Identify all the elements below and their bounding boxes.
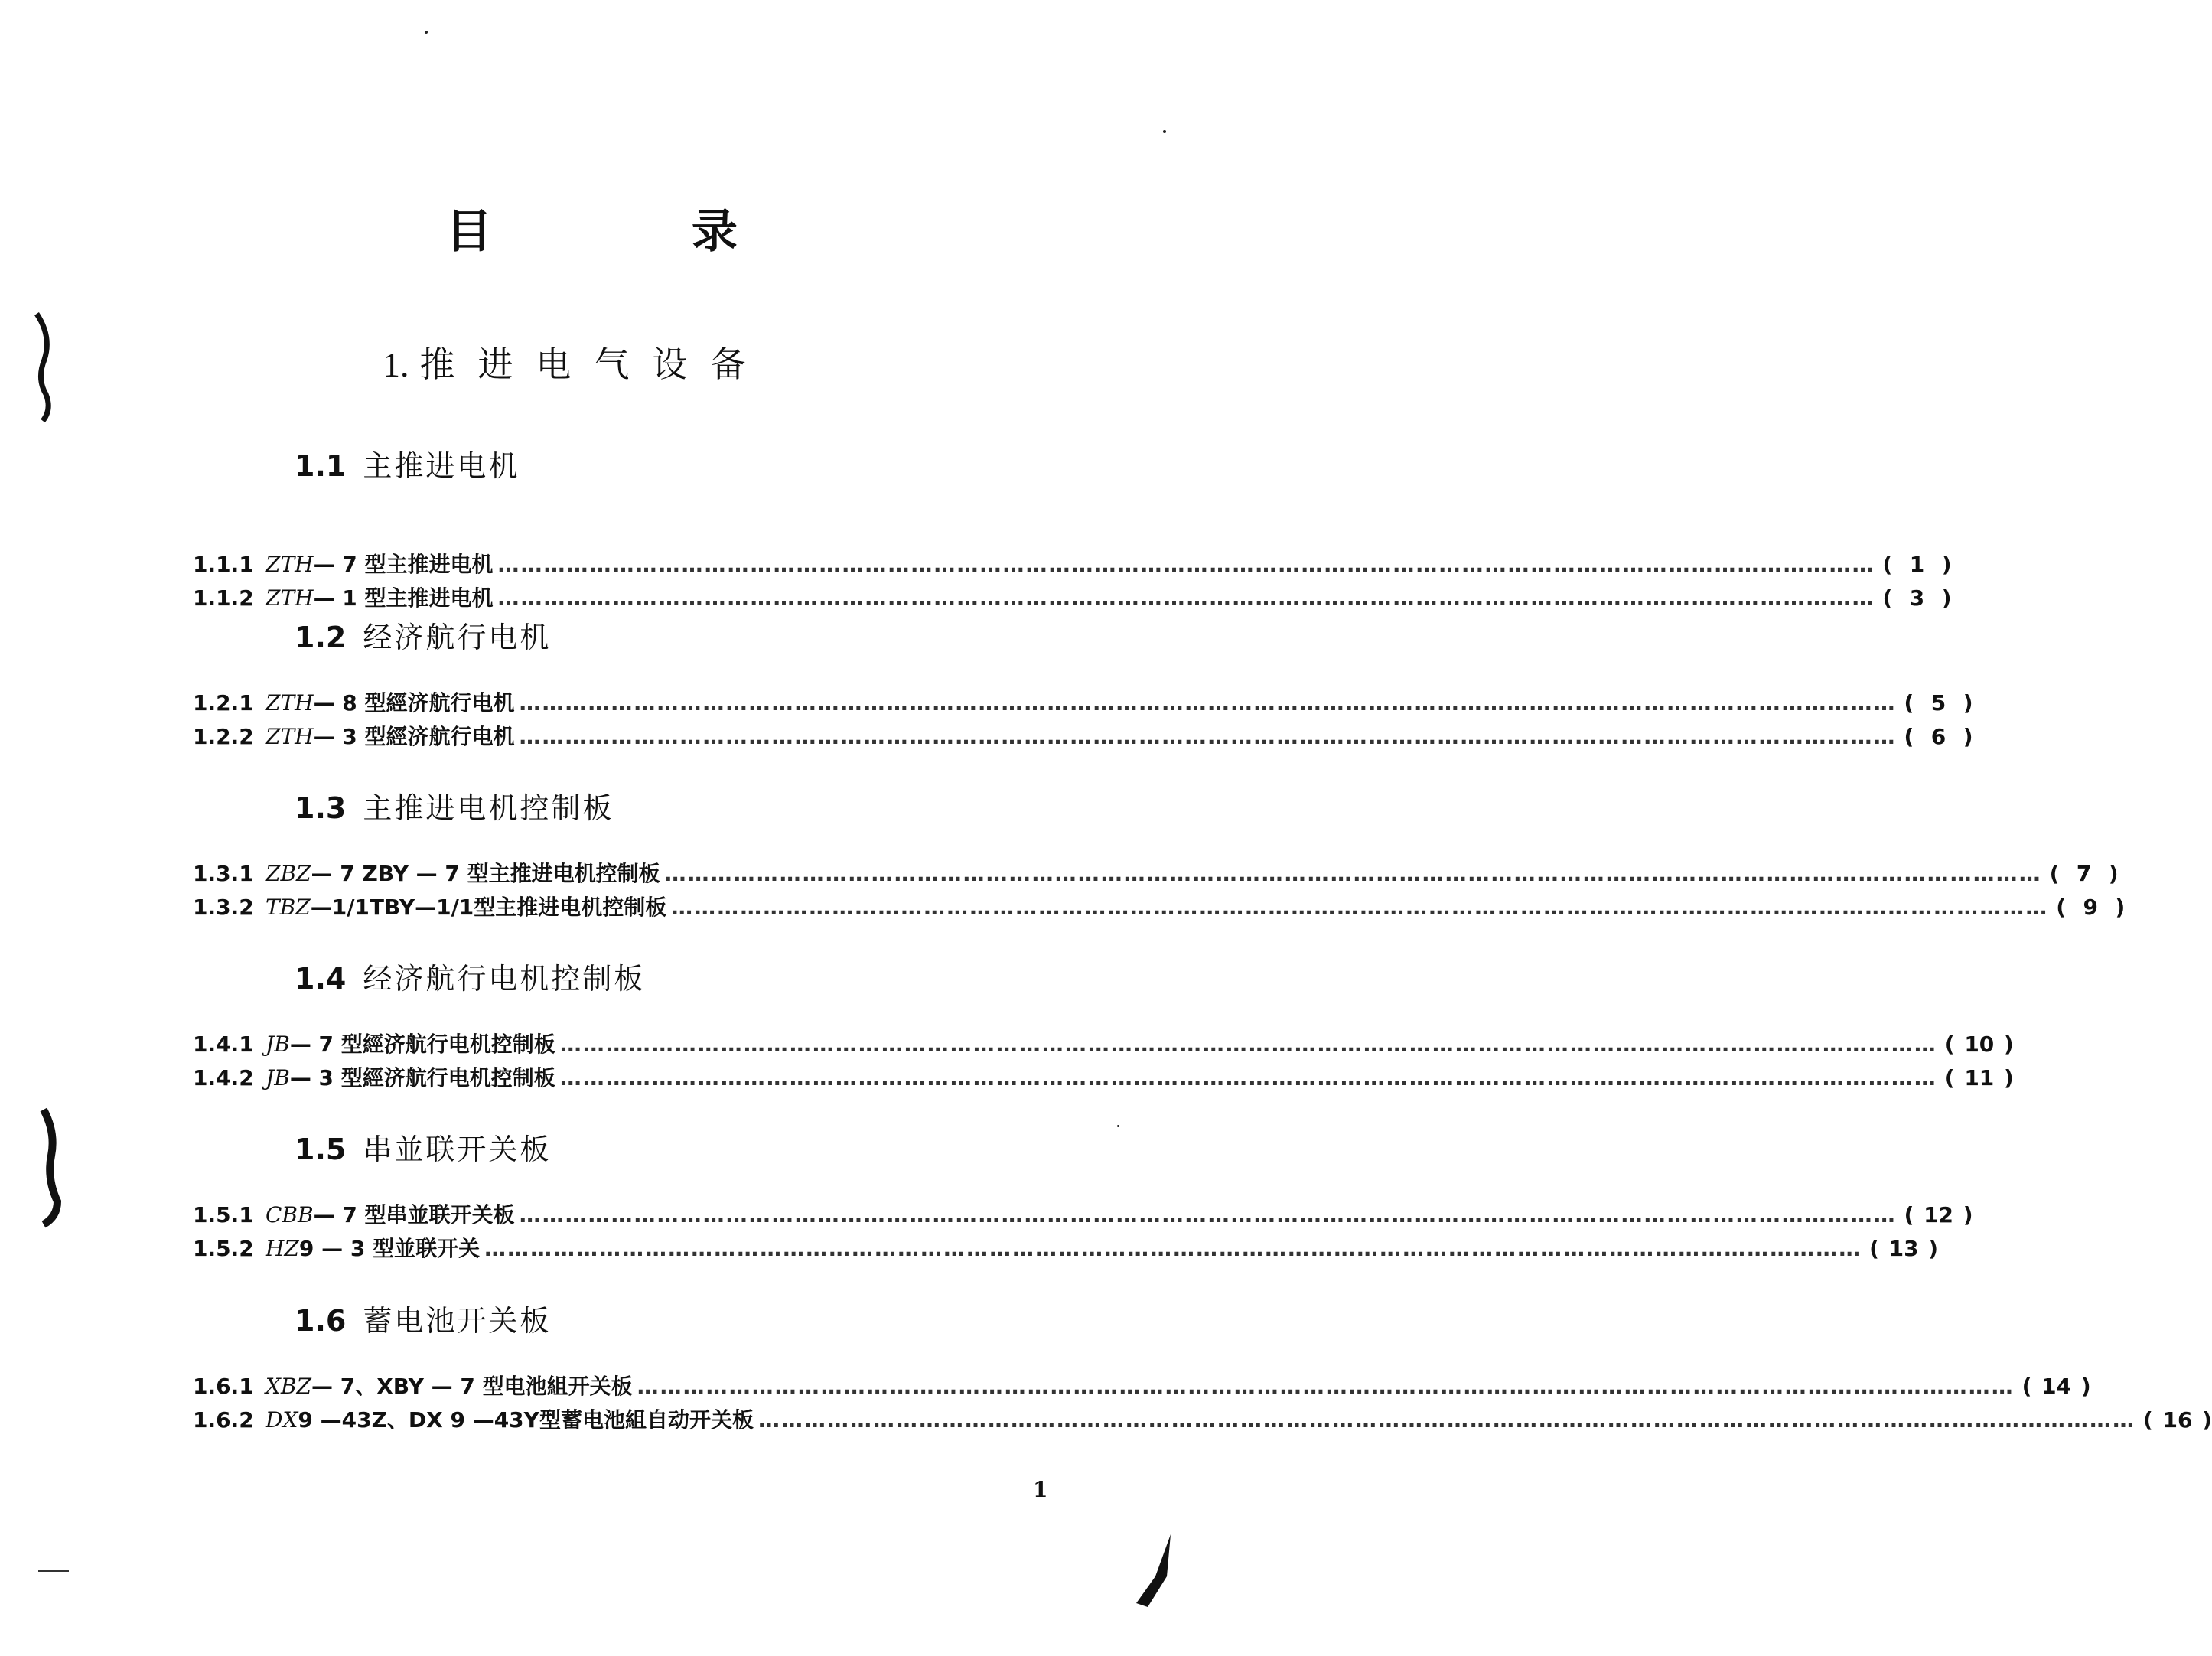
toc-entry[interactable] xyxy=(193,857,2119,889)
speck xyxy=(1163,130,1166,133)
section-number: 1.5 xyxy=(295,1133,347,1166)
section-heading xyxy=(295,784,614,826)
binding-mark-top xyxy=(29,306,60,429)
paren-close: ) xyxy=(2004,1065,2014,1090)
entry-page-number: 11 xyxy=(1964,1065,1995,1090)
paren-open: ( xyxy=(2142,1407,2153,1433)
paren-close: ) xyxy=(2115,895,2126,920)
paren-open: ( xyxy=(1904,724,1914,749)
entry-text: — 8 型經济航行电机 xyxy=(313,690,515,716)
paren-open: ( xyxy=(1904,690,1914,716)
dot-leader: ……………………………………………………………………………………………………………………………………………………………… xyxy=(637,1374,2015,1399)
section-number: 1.6 xyxy=(295,1304,347,1338)
entry-number: 1.4.1 xyxy=(193,1032,254,1057)
entry-page-number: 13 xyxy=(1888,1236,1919,1261)
paren-open: ( xyxy=(1882,552,1893,577)
entry-text: — 3 型經济航行电机控制板 xyxy=(289,1065,555,1090)
speck xyxy=(1117,1125,1119,1127)
paren-close: ) xyxy=(2080,1374,2091,1399)
entry-text: — 1 型主推进电机 xyxy=(313,585,494,611)
entry-page xyxy=(1945,1065,2014,1090)
section-title: 主推进电机控制板 xyxy=(363,791,614,825)
dot-leader: ……………………………………………………………………………………………………………………………………………………………… xyxy=(497,585,1875,611)
entry-model: DX xyxy=(266,1407,298,1433)
entry-text: — 7 型串並联开关板 xyxy=(313,1202,515,1227)
entry-page xyxy=(1869,1236,1938,1261)
entry-page xyxy=(1904,724,1973,749)
entry-title xyxy=(266,686,515,717)
entry-number: 1.5.1 xyxy=(193,1202,254,1227)
entry-text: — 3 型經济航行电机 xyxy=(313,724,515,749)
paren-close: ) xyxy=(1963,690,1973,716)
toc-entry[interactable] xyxy=(193,720,1973,752)
paren-close: ) xyxy=(1963,1202,1973,1227)
entry-title xyxy=(266,1232,480,1263)
section-title: 主推进电机 xyxy=(363,449,520,483)
section-heading xyxy=(295,955,645,997)
page-title: 目 录 xyxy=(446,205,829,259)
dot-leader: ……………………………………………………………………………………………………………………………………………………………… xyxy=(497,552,1875,577)
entry-number: 1.3.2 xyxy=(193,895,254,920)
chapter-heading xyxy=(383,337,769,387)
paren-close: ) xyxy=(1928,1236,1939,1261)
entry-title xyxy=(266,857,660,888)
paren-close: ) xyxy=(2004,1032,2014,1057)
toc-entry[interactable] xyxy=(193,686,1973,719)
section-number: 1.1 xyxy=(295,449,347,483)
entry-page xyxy=(2056,895,2125,920)
entry-title xyxy=(266,1061,555,1092)
entry-number: 1.1.2 xyxy=(193,585,254,611)
binding-mark-bottom xyxy=(34,1102,65,1232)
entry-text: — 7 型經济航行电机控制板 xyxy=(289,1032,555,1057)
paren-open: ( xyxy=(2049,861,2060,886)
scan-line xyxy=(38,1570,69,1572)
entry-model: CBB xyxy=(266,1202,314,1227)
entry-number: 1.6.1 xyxy=(193,1374,254,1399)
paren-close: ) xyxy=(1963,724,1973,749)
entry-text: 9 — 3 型並联开关 xyxy=(298,1236,481,1261)
entry-text: —1/1TBY—1/1型主推进电机控制板 xyxy=(310,895,667,920)
entry-page-number: 10 xyxy=(1964,1032,1995,1057)
section-title: 经济航行电机控制板 xyxy=(363,962,646,996)
toc-entry[interactable] xyxy=(193,548,1952,580)
entry-page-number: 5 xyxy=(1930,690,1946,716)
entry-text: — 7 型主推进电机 xyxy=(313,552,494,577)
entry-number: 1.5.2 xyxy=(193,1236,254,1261)
paren-open: ( xyxy=(1869,1236,1879,1261)
toc-entry[interactable] xyxy=(193,1028,2014,1060)
entry-title xyxy=(266,1370,633,1400)
entry-page-number: 6 xyxy=(1930,724,1946,749)
entry-model: ZBZ xyxy=(266,861,311,886)
dot-leader: ……………………………………………………………………………………………………………………………………………………………… xyxy=(519,690,1897,716)
paren-open: ( xyxy=(1882,585,1893,611)
entry-page xyxy=(2022,1374,2091,1399)
entry-text: — 7、XBY — 7 型电池組开关板 xyxy=(311,1374,633,1399)
entry-page-number: 3 xyxy=(1909,585,1925,611)
entry-title xyxy=(266,891,666,921)
entry-title xyxy=(266,1028,555,1058)
entry-page xyxy=(1945,1032,2014,1057)
speck xyxy=(425,31,428,34)
entry-number: 1.6.2 xyxy=(193,1407,254,1433)
paren-close: ) xyxy=(2108,861,2119,886)
chapter-number: 1. xyxy=(383,345,409,384)
corner-smudge xyxy=(1125,1530,1178,1622)
entry-title xyxy=(266,582,494,612)
dot-leader: ……………………………………………………………………………………………………………………………………………………………… xyxy=(559,1032,1937,1057)
dot-leader: ……………………………………………………………………………………………………………………………………………………………… xyxy=(757,1407,2135,1433)
section-title: 串並联开关板 xyxy=(363,1133,552,1166)
entry-page xyxy=(1904,1202,1973,1227)
section-title: 蓄电池开关板 xyxy=(363,1304,552,1338)
paren-open: ( xyxy=(1944,1065,1955,1090)
section-number: 1.4 xyxy=(295,962,347,996)
entry-number: 1.3.1 xyxy=(193,861,254,886)
entry-page xyxy=(1883,585,1952,611)
entry-number: 1.2.2 xyxy=(193,724,254,749)
section-number: 1.3 xyxy=(295,791,347,825)
section-heading xyxy=(295,1297,551,1339)
toc-entry[interactable] xyxy=(193,582,1952,614)
paren-open: ( xyxy=(2056,895,2067,920)
entry-model: JB xyxy=(266,1032,290,1057)
entry-page-number: 14 xyxy=(2041,1374,2072,1399)
entry-model: ZTH xyxy=(266,552,314,577)
section-title: 经济航行电机 xyxy=(363,621,552,654)
toc-entry[interactable] xyxy=(193,1061,2014,1094)
entry-model: XBZ xyxy=(266,1374,311,1399)
entry-page-number: 7 xyxy=(2076,861,2092,886)
page-number: 1 xyxy=(1033,1477,1048,1502)
paren-open: ( xyxy=(2021,1374,2032,1399)
paren-open: ( xyxy=(1904,1202,1914,1227)
entry-model: TBZ xyxy=(266,895,311,920)
dot-leader: ……………………………………………………………………………………………………………………………………………………………… xyxy=(484,1236,1862,1261)
entry-title xyxy=(266,1198,515,1229)
section-heading xyxy=(295,614,551,656)
entry-model: JB xyxy=(266,1065,290,1090)
toc-entry[interactable] xyxy=(193,1403,2212,1436)
toc-entry[interactable] xyxy=(193,891,2126,923)
entry-page-number: 12 xyxy=(1924,1202,1954,1227)
entry-title xyxy=(266,548,494,579)
dot-leader: ……………………………………………………………………………………………………………………………………………………………… xyxy=(664,861,2042,886)
entry-model: ZTH xyxy=(266,690,314,716)
entry-text: — 7 ZBY — 7 型主推进电机控制板 xyxy=(311,861,660,886)
dot-leader: ……………………………………………………………………………………………………………………………………………………………… xyxy=(519,1202,1897,1227)
chapter-title: 推进电气设备 xyxy=(419,344,769,385)
dot-leader: ……………………………………………………………………………………………………………………………………………………………… xyxy=(671,895,2049,920)
entry-page xyxy=(2143,1407,2212,1433)
entry-model: ZTH xyxy=(266,585,314,611)
dot-leader: ……………………………………………………………………………………………………………………………………………………………… xyxy=(559,1065,1937,1090)
entry-page-number: 9 xyxy=(2083,895,2099,920)
entry-number: 1.2.1 xyxy=(193,690,254,716)
section-heading xyxy=(295,442,520,484)
entry-number: 1.4.2 xyxy=(193,1065,254,1090)
toc-entry[interactable] xyxy=(193,1370,2091,1402)
entry-page xyxy=(1883,552,1952,577)
entry-title xyxy=(266,1403,754,1434)
paren-open: ( xyxy=(1944,1032,1955,1057)
section-heading xyxy=(295,1126,551,1168)
entry-page-number: 16 xyxy=(2162,1407,2193,1433)
toc-entry[interactable] xyxy=(193,1198,1973,1231)
entry-page xyxy=(1904,690,1973,716)
entry-page-number: 1 xyxy=(1909,552,1925,577)
entry-page xyxy=(2050,861,2119,886)
dot-leader: ……………………………………………………………………………………………………………………………………………………………… xyxy=(519,724,1897,749)
paren-close: ) xyxy=(1941,585,1952,611)
entry-title xyxy=(266,720,515,751)
entry-model: HZ xyxy=(266,1236,299,1261)
toc-entry[interactable] xyxy=(193,1232,1939,1264)
entry-text: 9 —43Z、DX 9 —43Y型蓄电池組自动开关板 xyxy=(298,1407,754,1433)
paren-close: ) xyxy=(1941,552,1952,577)
entry-number: 1.1.1 xyxy=(193,552,254,577)
entry-model: ZTH xyxy=(266,724,314,749)
paren-close: ) xyxy=(2202,1407,2212,1433)
section-number: 1.2 xyxy=(295,621,347,654)
